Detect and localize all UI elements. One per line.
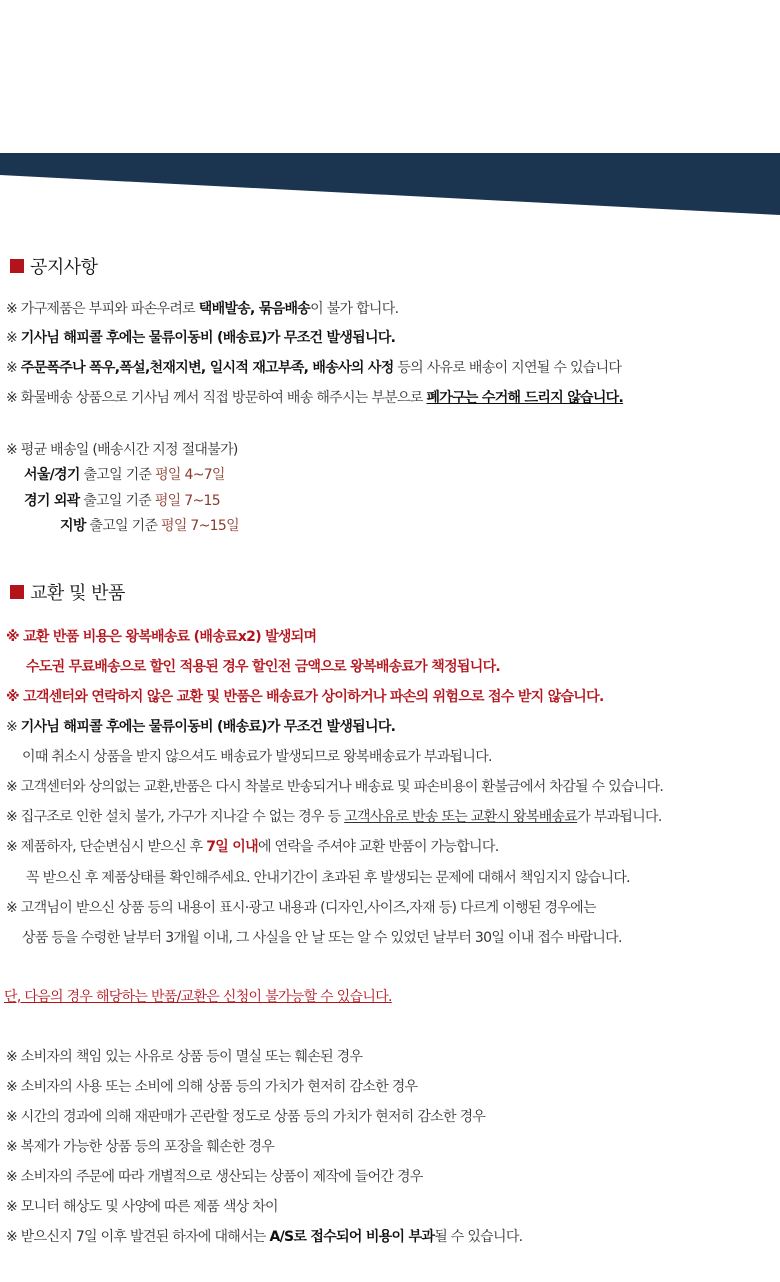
exchange-line-10: ※ 고객님이 받으신 상품 등의 내용이 표시·광고 내용과 (디자인,사이즈,자재 등) 다르게 이행된 경우에는	[6, 900, 596, 916]
restriction-item-1: ※ 소비자의 책임 있는 사유로 상품 등이 멸실 또는 훼손된 경우	[6, 1049, 363, 1065]
notice-line-4: ※ 화물배송 상품으로 기사님 께서 직접 방문하여 배송 해주시는 부분으로 폐가구는 수거해 드리지 않습니다.	[6, 390, 624, 406]
exchange-line-8: ※ 제품하자, 단순변심시 받으신 후 7일 이내에 연락을 주셔야 교환 반품이 가능합니다.	[6, 839, 499, 855]
exchange-line-5: 이때 취소시 상품을 받지 않으셔도 배송료가 발생되므로 왕복배송료가 부과됩니다.	[22, 749, 492, 765]
restriction-heading: 단, 다음의 경우 해당하는 반품/교환은 신청이 불가능할 수 있습니다.	[4, 989, 392, 1005]
exchange-line-2: 수도권 무료배송으로 할인 적용된 경우 할인전 금액으로 왕복배송료가 책정됩니다.	[26, 659, 501, 675]
notice-line-3: ※ 주문폭주나 폭우,폭설,천재지변, 일시적 재고부족, 배송사의 사정 등의 사유로 배송이 지연될 수 있습니다	[6, 360, 622, 376]
delivery-gyeonggi: 경기 외곽 출고일 기준 평일 7~15	[24, 493, 220, 509]
restriction-item-6: ※ 모니터 해상도 및 사양에 따른 제품 색상 차이	[6, 1199, 278, 1215]
red-square-icon	[10, 585, 24, 599]
exchange-line-6: ※ 고객센터와 상의없는 교환,반품은 다시 착불로 반송되거나 배송료 및 파손비용이 환불금에서 차감될 수 있습니다.	[6, 779, 664, 795]
exchange-line-9: 꼭 받으신 후 제품상태를 확인해주세요. 안내기간이 초과된 후 발생되는 문제에 대해서 책임지지 않습니다.	[26, 870, 630, 886]
restriction-item-3: ※ 시간의 경과에 의해 재판매가 곤란할 정도로 상품 등의 가치가 현저히 감소한 경우	[6, 1109, 486, 1125]
red-square-icon	[10, 259, 24, 273]
notice-title	[10, 253, 98, 279]
exchange-title	[10, 579, 125, 605]
notice-delivery-heading: ※ 평균 배송일 (배송시간 지정 절대불가)	[6, 442, 238, 458]
restriction-item-7: ※ 받으신지 7일 이후 발견된 하자에 대해서는 A/S로 접수되어 비용이 부과될 수 있습니다.	[6, 1229, 523, 1245]
notice-line-2: ※ 기사님 해피콜 후에는 물류이동비 (배송료)가 무조건 발생됩니다.	[6, 330, 396, 346]
delivery-seoul: 서울/경기 출고일 기준 평일 4~7일	[24, 467, 225, 483]
exchange-line-3: ※ 고객센터와 연락하지 않은 교환 및 반품은 배송료가 상이하거나 파손의 위험으로 접수 받지 않습니다.	[6, 689, 604, 705]
restriction-item-2: ※ 소비자의 사용 또는 소비에 의해 상품 등의 가치가 현저히 감소한 경우	[6, 1079, 418, 1095]
restriction-item-5: ※ 소비자의 주문에 따라 개별적으로 생산되는 상품이 제작에 들어간 경우	[6, 1169, 423, 1185]
banner-shape	[0, 153, 780, 215]
exchange-line-7: ※ 집구조로 인한 설치 불가, 가구가 지나갈 수 없는 경우 등 고객사유로 반송 또는 교환시 왕복배송료가 부과됩니다.	[6, 809, 662, 825]
restriction-item-4: ※ 복제가 가능한 상품 등의 포장을 훼손한 경우	[6, 1139, 275, 1155]
header-banner	[0, 153, 780, 215]
exchange-line-4: ※ 기사님 해피콜 후에는 물류이동비 (배송료)가 무조건 발생됩니다.	[6, 719, 396, 735]
notice-line-1: ※ 가구제품은 부피와 파손우려로 택배발송, 묶음배송이 불가 합니다.	[6, 301, 399, 317]
exchange-line-1: ※ 교환 반품 비용은 왕복배송료 (배송료x2) 발생되며	[6, 629, 317, 645]
exchange-title-text: 교환 및 반품	[30, 583, 125, 604]
exchange-line-11: 상품 등을 수령한 날부터 3개월 이내, 그 사실을 안 날 또는 알 수 있었던 날부터 30일 이내 접수 바랍니다.	[22, 930, 622, 946]
notice-title-text: 공지사항	[30, 257, 98, 278]
delivery-local: 지방 출고일 기준 평일 7~15일	[60, 518, 239, 534]
